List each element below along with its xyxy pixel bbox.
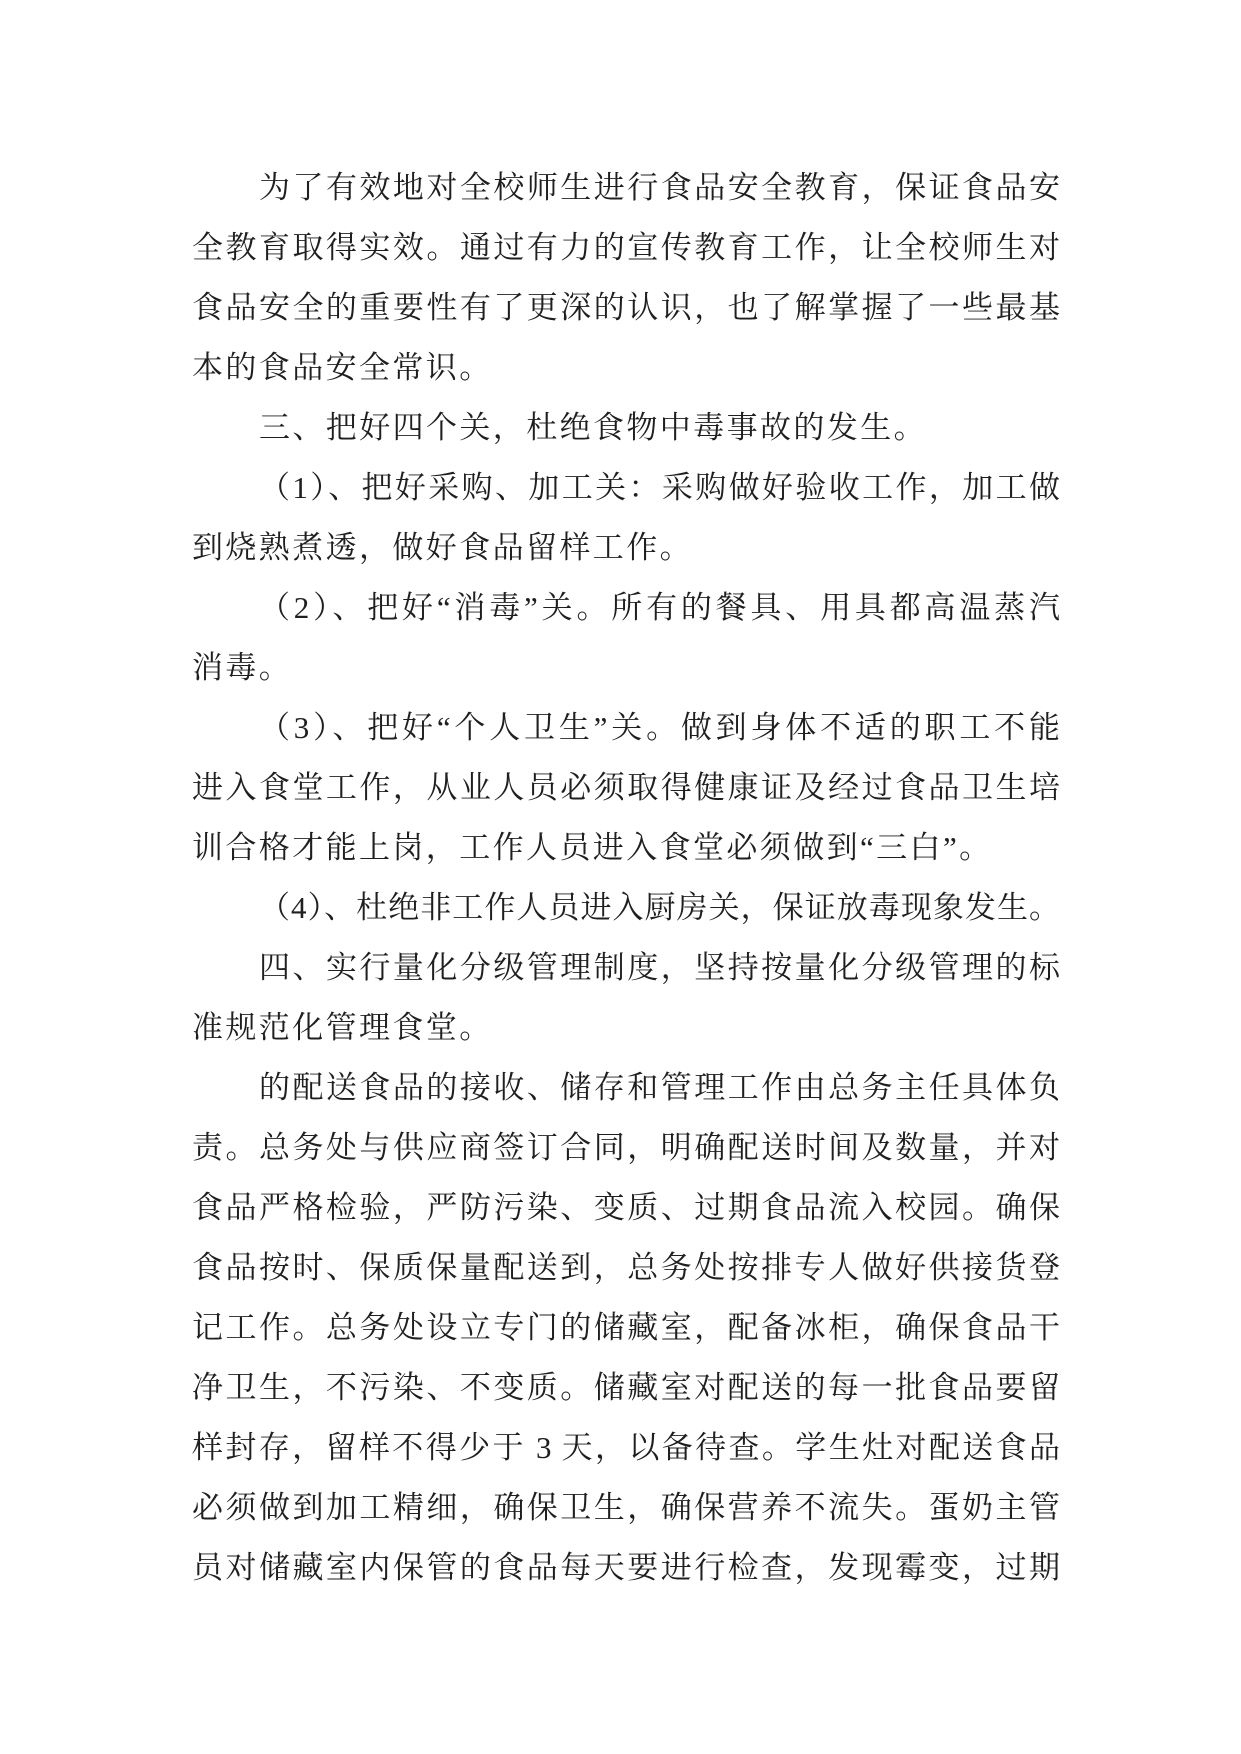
text-line: 食品按时、保质保量配送到，总务处按排专人做好供接货登 (192, 1250, 1060, 1285)
text-line: 三、把好四个关，杜绝食物中毒事故的发生。 (259, 410, 927, 445)
text-line: 净卫生，不污染、不变质。储藏室对配送的每一批食品要留 (192, 1370, 1060, 1405)
text-line: （1）、把好采购、加工关：采购做好验收工作，加工做 (259, 470, 1060, 505)
text-body (192, 158, 1060, 1598)
text-line: 进入食堂工作，从业人员必须取得健康证及经过食品卫生培 (192, 770, 1060, 805)
text-line: （4）、杜绝非工作人员进入厨房关，保证放毒现象发生。 (259, 890, 1060, 925)
text-line: 到烧熟煮透，做好食品留样工作。 (192, 530, 693, 565)
text-line: 员对储藏室内保管的食品每天要进行检查，发现霉变，过期 (192, 1550, 1060, 1585)
text-line: 必须做到加工精细，确保卫生，确保营养不流失。蛋奶主管 (192, 1490, 1060, 1525)
list-item-2 (192, 578, 1060, 698)
text-line: 本的食品安全常识。 (192, 350, 493, 385)
text-line: 记工作。总务处设立专门的储藏室，配备冰柜，确保食品干 (192, 1310, 1060, 1345)
text-line: 的配送食品的接收、储存和管理工作由总务主任具体负 (259, 1070, 1060, 1105)
paragraph-food-safety-education (192, 158, 1060, 398)
text-line: 为了有效地对全校师生进行食品安全教育，保证食品安 (259, 170, 1060, 205)
text-line: 食品安全的重要性有了更深的认识，也了解掌握了一些最基 (192, 290, 1060, 325)
paragraph-food-delivery (192, 1058, 1060, 1598)
list-item-3 (192, 698, 1060, 878)
text-line: 四、实行量化分级管理制度，坚持按量化分级管理的标 (259, 950, 1060, 985)
text-line: 样封存，留样不得少于 3 天，以备待查。学生灶对配送食品 (192, 1430, 1060, 1465)
section-heading-three (192, 398, 1060, 458)
text-line: 消毒。 (192, 650, 293, 685)
text-line: （3）、把好“个人卫生”关。做到身体不适的职工不能 (259, 710, 1060, 745)
text-line: 全教育取得实效。通过有力的宣传教育工作，让全校师生对 (192, 230, 1060, 265)
text-line: 训合格才能上岗，工作人员进入食堂必须做到“三白”。 (192, 830, 993, 865)
text-line: 准规范化管理食堂。 (192, 1010, 493, 1045)
text-line: 责。总务处与供应商签订合同，明确配送时间及数量，并对 (192, 1130, 1060, 1165)
text-line: 食品严格检验，严防污染、变质、过期食品流入校园。确保 (192, 1190, 1060, 1225)
section-heading-four (192, 938, 1060, 1058)
text-line: （2）、把好“消毒”关。所有的餐具、用具都高温蒸汽 (259, 590, 1060, 625)
list-item-4 (192, 878, 1060, 938)
list-item-1 (192, 458, 1060, 578)
